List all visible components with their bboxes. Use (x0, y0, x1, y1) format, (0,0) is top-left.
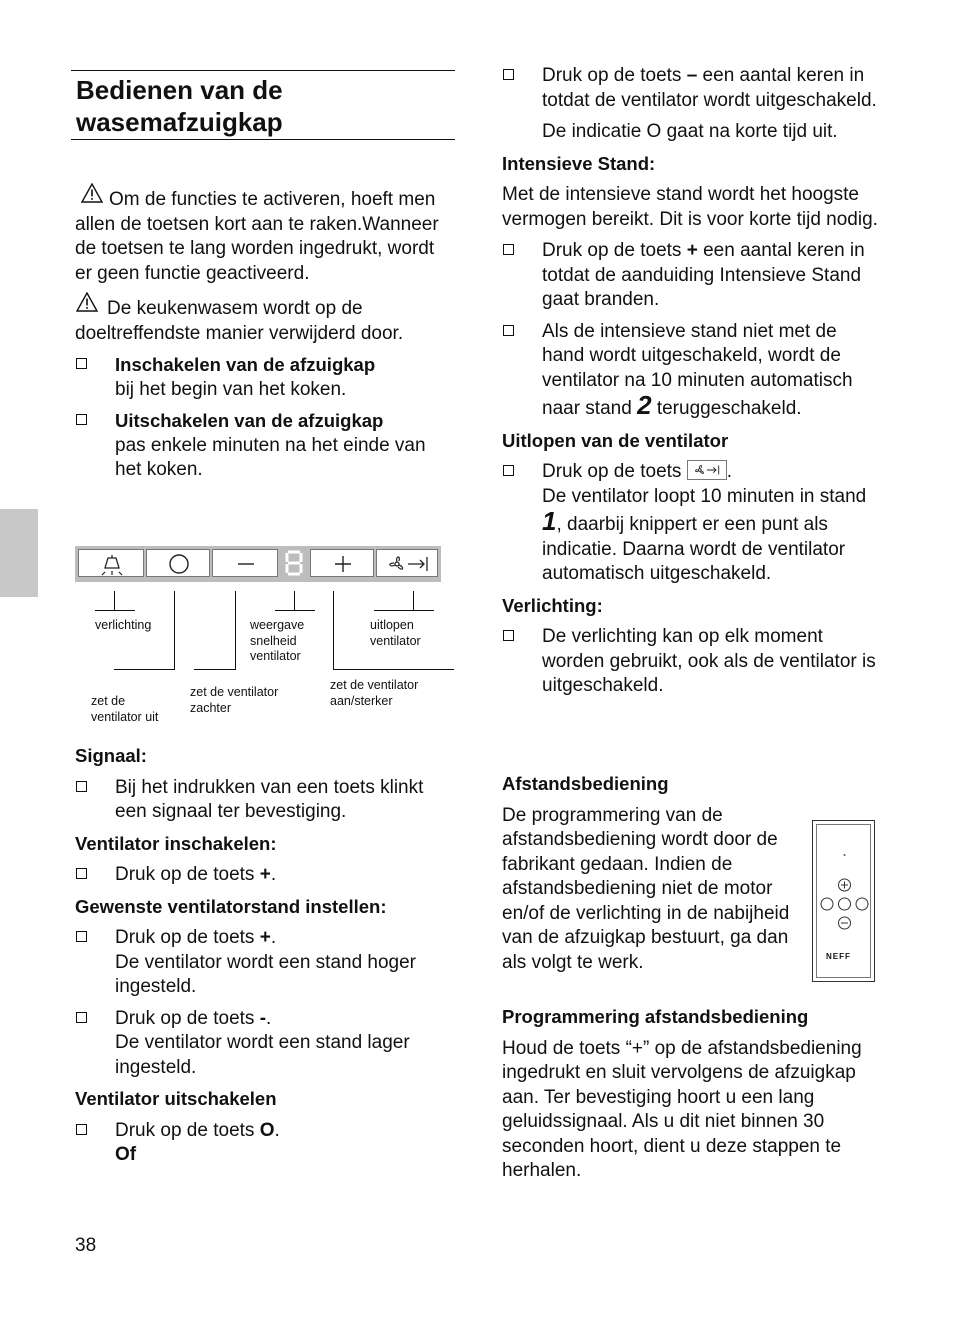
fan-run-on-icon (687, 460, 727, 480)
light-button[interactable] (78, 549, 144, 577)
checkbox-bullet (76, 414, 87, 425)
label-sterker: zet de ventilator aan/sterker (330, 678, 419, 708)
checkbox-bullet (503, 630, 514, 641)
run-on-button[interactable] (376, 549, 438, 577)
fan-run-on-icon (377, 550, 439, 578)
speed-display (278, 549, 310, 577)
uitlopen-heading: Uitlopen van de ventilator (502, 429, 729, 451)
tip-item (75, 353, 445, 402)
stand-item: Druk op de toets -. De ventilator wordt een stand lager ingesteld. (75, 1007, 447, 1081)
title-rule-top (71, 70, 455, 71)
section-tab (0, 509, 38, 597)
minus-icon (213, 550, 279, 578)
warning-paragraph-2: De keukenwasem wordt op de doeltreffendste manier verwijderd door. (75, 297, 445, 346)
uitlopen-item: Druk op de toets . De ventilator loopt 10 minuten in stand 1, daarbij knippert er een punt als indicatie. Daarna wordt de ventilator automatisch uitgeschakeld. (502, 460, 882, 587)
warning-paragraph-1: Om de functies te activeren, hoeft men allen de toetsen kort aan te raken.Wanneer de toetsen te lang worden ingedrukt, wordt er geen functie geactiveerd. (75, 188, 445, 286)
min-item: Druk op de toets – een aantal keren in totdat de ventilator wordt uitgeschakeld. (502, 64, 882, 113)
tip-text: bij het begin van het koken. (115, 378, 347, 400)
left-column (75, 188, 445, 483)
tip-text: pas enkele minuten na het einde van het koken. (115, 434, 426, 480)
checkbox-bullet (503, 325, 514, 336)
remote-control (812, 820, 875, 982)
uitschakelen-heading: Ventilator uitschakelen (75, 1088, 277, 1109)
title-rule-bottom (71, 139, 455, 140)
minus-button[interactable] (212, 549, 278, 577)
page-title: Bedienen van de wasemafzuigkap (76, 75, 283, 137)
lamp-icon (79, 550, 145, 578)
tip-title: Uitschakelen van de afzuigkap (115, 410, 384, 431)
brand-logo: NEFF (826, 952, 851, 961)
stand-item: Druk op de toets +. De ventilator wordt een stand hoger ingesteld. (75, 926, 447, 1000)
signaal-item: Bij het indrukken van een toets klinkt een signaal ter bevestiging. (75, 776, 447, 825)
control-panel (75, 546, 441, 582)
inschakelen-item: Druk op de toets +. (75, 863, 447, 888)
min-item-note: De indicatie O gaat na korte tijd uit. (542, 121, 838, 142)
tip-title: Inschakelen van de afzuigkap (115, 354, 376, 375)
checkbox-bullet (76, 1012, 87, 1023)
checkbox-bullet (76, 868, 87, 879)
intensief-heading: Intensieve Stand: (502, 152, 656, 174)
circle-off-icon (147, 550, 211, 578)
checkbox-bullet (76, 358, 87, 369)
page-number: 38 (75, 1235, 97, 1256)
tip-item (75, 409, 445, 483)
left-column-lower (75, 744, 447, 1168)
checkbox-bullet (76, 781, 87, 792)
intensief-text: Met de intensieve stand wordt het hoogste vermogen bereikt. Dit is voor korte tijd nodig. (502, 184, 878, 230)
inschakelen-heading: Ventilator inschakelen: (75, 832, 277, 854)
afstand-section (502, 772, 794, 975)
uitschakelen-item: Druk op de toets O. Of (75, 1119, 447, 1168)
prog-section (502, 1005, 882, 1184)
afstand-heading: Afstandsbediening (502, 773, 669, 794)
label-uit: zet de ventilator uit (91, 694, 159, 724)
label-uitlopen: uitlopen ventilator (370, 618, 421, 648)
label-verlichting: verlichting (95, 618, 152, 632)
right-column (502, 64, 882, 699)
stand-heading: Gewenste ventilatorstand instellen: (75, 895, 387, 917)
warning-icon (81, 183, 103, 203)
digit-8-display (278, 549, 310, 577)
checkbox-bullet (503, 69, 514, 80)
digit-1-display: 1 (542, 506, 557, 536)
off-button[interactable] (146, 549, 210, 577)
verlichting-heading: Verlichting: (502, 594, 603, 616)
afstand-text: De programmering van de afstandsbediening wordt door de fabrikant gedaan. Indien de afstandsbediening niet de motor en/of de verlichting in de nabijheid van de afzuigkap bestuurt, ga dan als volgt te werk. (502, 804, 790, 973)
checkbox-bullet (503, 465, 514, 476)
prog-heading: Programmering afstandsbediening (502, 1006, 809, 1027)
label-weergave: weergave snelheid ventilator (250, 618, 305, 663)
signaal-heading: Signaal: (75, 745, 147, 766)
plus-button[interactable] (310, 549, 374, 577)
checkbox-bullet (503, 244, 514, 255)
intensief-item: Druk op de toets + een aantal keren in totdat de aanduiding Intensieve Stand gaat branden. (502, 239, 882, 313)
intensief-item: Als de intensieve stand niet met de hand wordt uitgeschakeld, wordt de ventilator na 10 minuten automatisch naar stand 2 teruggeschakeld. (502, 320, 882, 422)
prog-text: Houd de toets “+” op de afstandsbediening ingedrukt en sluit vervolgens de afzuigkap aan. Ter bevestiging hoort u een lang geluidssignaal. Als u dit niet binnen 30 seconden hoort, dient u deze stappen te herhalen. (502, 1037, 862, 1181)
digit-2-display: 2 (637, 390, 652, 420)
checkbox-bullet (76, 1124, 87, 1135)
checkbox-bullet (76, 931, 87, 942)
plus-icon (311, 550, 375, 578)
warning-icon (76, 292, 98, 312)
label-zachter: zet de ventilator zachter (190, 685, 279, 715)
verlichting-item: De verlichting kan op elk moment worden gebruikt, ook als de ventilator is uitgeschakeld. (502, 625, 882, 699)
